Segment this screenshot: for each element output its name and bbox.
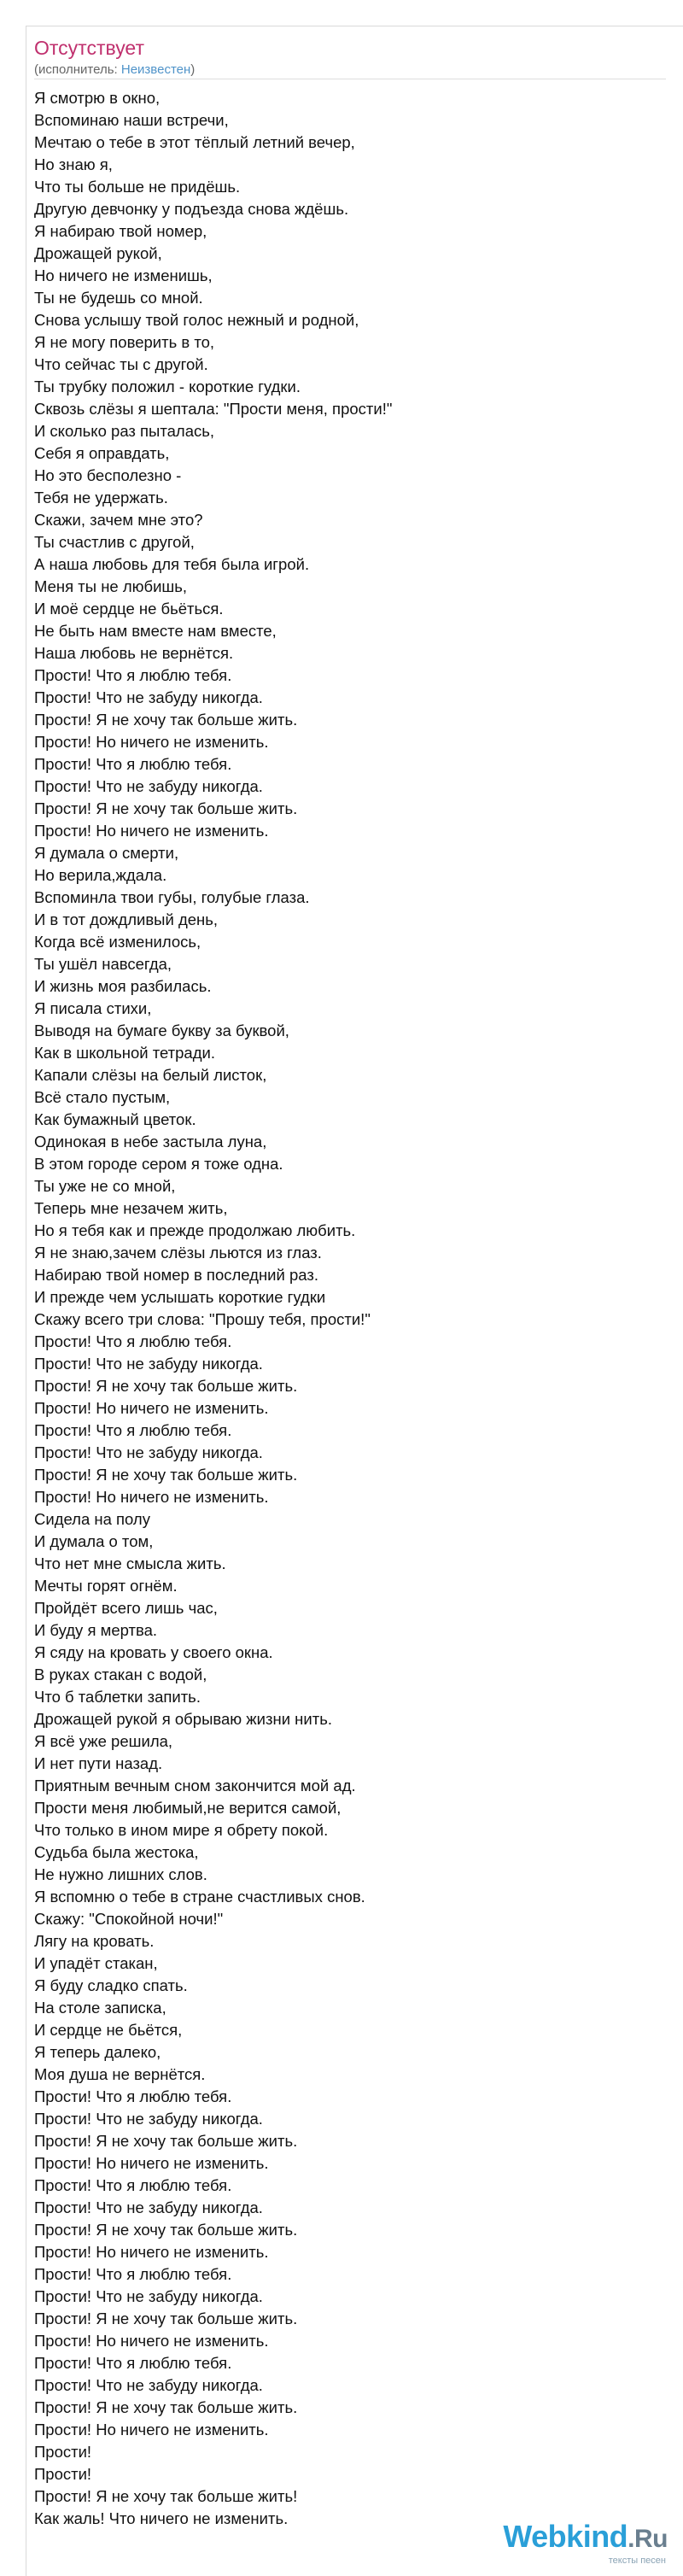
lyric-line: Прости! Я не хочу так больше жить. bbox=[34, 1466, 298, 1484]
lyric-line: Прости! Что не забуду никогда. bbox=[34, 2110, 263, 2128]
lyric-line: Я всё уже решила, bbox=[34, 1732, 173, 1750]
lyric-line: Капали слёзы на белый листок, bbox=[34, 1066, 267, 1084]
lyric-line: Прости! Что я люблю тебя. bbox=[34, 2354, 232, 2372]
lyric-line: А наша любовь для тебя была игрой. bbox=[34, 555, 310, 573]
lyric-line: Я не могу поверить в то, bbox=[34, 333, 215, 351]
lyric-line: Скажи, зачем мне это? bbox=[34, 511, 203, 529]
lyric-line: Приятным вечным сном закончится мой ад. bbox=[34, 1777, 356, 1794]
lyric-line: Сидела на полу bbox=[34, 1510, 150, 1528]
lyric-line: Прости! Что я люблю тебя. bbox=[34, 2265, 232, 2283]
lyric-line: Прости! Но ничего не изменить. bbox=[34, 1488, 269, 1506]
lyric-line: Прости! Что не забуду никогда. bbox=[34, 777, 263, 795]
song-title: Отсутствует bbox=[34, 37, 144, 59]
lyric-line: Снова услышу твой голос нежный и родной, bbox=[34, 311, 359, 329]
lyric-line: Прости! Но ничего не изменить. bbox=[34, 2243, 269, 2261]
lyric-line: И сердце не бьётся, bbox=[34, 2021, 183, 2039]
lyric-line: Но ничего не изменишь, bbox=[34, 266, 213, 284]
lyric-line: И упадёт стакан, bbox=[34, 1954, 158, 1972]
lyric-line: Что нет мне смысла жить. bbox=[34, 1554, 226, 1572]
lyric-line: Прости! Что я люблю тебя. bbox=[34, 2176, 232, 2194]
lyric-line: Тебя не удержать. bbox=[34, 489, 168, 506]
lyric-line: Моя душа не вернётся. bbox=[34, 2065, 206, 2083]
lyric-line: Наша любовь не вернётся. bbox=[34, 644, 234, 662]
lyric-line: В этом городе сером я тоже одна. bbox=[34, 1155, 283, 1173]
lyric-line: И прежде чем услышать короткие гудки bbox=[34, 1288, 326, 1306]
lyric-line: Прости! Я не хочу так больше жить. bbox=[34, 711, 298, 729]
lyric-line: Прости! Что я люблю тебя. bbox=[34, 1421, 232, 1439]
lyric-line: Прости! Что я люблю тебя. bbox=[34, 1332, 232, 1350]
lyric-line: И думала о том, bbox=[34, 1532, 154, 1550]
lyric-line: Я теперь далеко, bbox=[34, 2043, 161, 2061]
lyric-line: Я вспомню о тебе в стране счастливых снов. bbox=[34, 1888, 365, 1906]
lyric-line: Ты ушёл навсегда, bbox=[34, 955, 172, 973]
lyric-line: Прости! Но ничего не изменить. bbox=[34, 1399, 269, 1417]
lyric-line: И буду я мертва. bbox=[34, 1621, 158, 1639]
lyric-line: Не нужно лишних слов. bbox=[34, 1865, 207, 1883]
lyric-line: И нет пути назад. bbox=[34, 1754, 163, 1772]
lyric-line: Когда всё изменилось, bbox=[34, 933, 201, 951]
lyric-line: Прости! Но ничего не изменить. bbox=[34, 2332, 269, 2350]
lyric-line: Ты уже не со мной, bbox=[34, 1177, 176, 1195]
lyric-line: Прости! Но ничего не изменить. bbox=[34, 2154, 269, 2172]
lyric-line: Теперь мне незачем жить, bbox=[34, 1199, 228, 1217]
lyric-line: Мечтаю о тебе в этот тёплый летний вечер, bbox=[34, 133, 355, 151]
artist-suffix: ) bbox=[190, 62, 196, 77]
lyric-line: Прости! Я не хочу так больше жить. bbox=[34, 2398, 298, 2416]
lyric-line: Прости! Что не забуду никогда. bbox=[34, 2198, 263, 2216]
lyric-line: Прости! bbox=[34, 2443, 92, 2461]
lyric-line: Как в школьной тетради. bbox=[34, 1044, 215, 1062]
lyric-line: Что только в ином мире я обрету покой. bbox=[34, 1821, 329, 1839]
lyric-line: Но знаю я, bbox=[34, 155, 113, 173]
lyric-line: Я сяду на кровать у своего окна. bbox=[34, 1643, 273, 1661]
lyric-line: Прости! Что не забуду никогда. bbox=[34, 2287, 263, 2305]
lyric-line: И в тот дождливый день, bbox=[34, 910, 219, 928]
lyric-line: Что сейчас ты с другой. bbox=[34, 355, 208, 373]
lyric-line: Но верила,ждала. bbox=[34, 866, 167, 884]
lyric-line: Прости! Что не забуду никогда. bbox=[34, 2376, 263, 2394]
logo-wordmark bbox=[503, 2520, 668, 2556]
site-logo[interactable] bbox=[503, 2520, 668, 2566]
lyric-line: Пройдёт всего лишь час, bbox=[34, 1599, 218, 1617]
lyric-line: Набираю твой номер в последний раз. bbox=[34, 1266, 318, 1284]
lyric-line: В руках стакан с водой, bbox=[34, 1666, 207, 1683]
lyrics-block bbox=[34, 87, 392, 2530]
lyric-line: Всё стало пустым, bbox=[34, 1088, 171, 1106]
lyric-line: Прости! Что я люблю тебя. bbox=[34, 755, 232, 773]
lyric-line: Но я тебя как и прежде продолжаю любить. bbox=[34, 1221, 356, 1239]
lyric-line: Сквозь слёзы я шептала: "Прости меня, прости!" bbox=[34, 400, 393, 418]
logo-name: Webkind bbox=[503, 2519, 628, 2554]
song-header bbox=[34, 36, 195, 79]
lyric-line: Что б таблетки запить. bbox=[34, 1688, 201, 1706]
lyric-line: Как жаль! Что ничего не изменить. bbox=[34, 2509, 289, 2527]
lyric-line: Себя я оправдать, bbox=[34, 444, 170, 462]
lyric-line: Прости меня любимый,не верится самой, bbox=[34, 1799, 342, 1817]
lyric-line: Прости! Что не забуду никогда. bbox=[34, 1443, 263, 1461]
lyric-line: Ты трубку положил - короткие гудки. bbox=[34, 378, 301, 395]
lyric-line: Как бумажный цветок. bbox=[34, 1110, 196, 1128]
lyric-line: Прости! Но ничего не изменить. bbox=[34, 822, 269, 840]
lyric-line: Я буду сладко спать. bbox=[34, 1976, 188, 1994]
lyric-line: Я писала стихи, bbox=[34, 999, 152, 1017]
artist-link[interactable]: Неизвестен bbox=[120, 62, 191, 77]
artist-prefix: (исполнитель: bbox=[34, 62, 121, 77]
lyric-line: Меня ты не любишь, bbox=[34, 577, 188, 595]
lyric-line: Не быть нам вместе нам вместе, bbox=[34, 622, 277, 640]
lyric-line: Дрожащей рукой я обрываю жизни нить. bbox=[34, 1710, 332, 1728]
lyric-line: Прости! Я не хочу так больше жить. bbox=[34, 2310, 298, 2327]
lyric-line: Ты не будешь со мной. bbox=[34, 289, 203, 307]
lyric-line: Ты счастлив с другой, bbox=[34, 533, 195, 551]
lyric-line: Другую девчонку у подъезда снова ждёшь. bbox=[34, 200, 349, 218]
lyric-line: Прости! Я не хочу так больше жить. bbox=[34, 799, 298, 817]
logo-tld: .Ru bbox=[628, 2525, 668, 2553]
lyric-line: На столе записка, bbox=[34, 1999, 166, 2017]
lyric-line: Вспоминла твои губы, голубые глаза. bbox=[34, 888, 310, 906]
lyric-line: Что ты больше не придёшь. bbox=[34, 178, 241, 196]
lyric-line: Я смотрю в окно, bbox=[34, 89, 161, 107]
lyric-line: Лягу на кровать. bbox=[34, 1932, 155, 1950]
lyric-line: Мечты горят огнём. bbox=[34, 1577, 178, 1595]
lyric-line: И моё сердце не бьёться. bbox=[34, 600, 224, 618]
lyric-line: Выводя на бумаге букву за буквой, bbox=[34, 1022, 289, 1039]
lyric-line: Прости! Я не хочу так больше жить. bbox=[34, 1377, 298, 1395]
lyric-line: Одинокая в небе застыла луна, bbox=[34, 1133, 267, 1150]
lyric-line: Прости! Но ничего не изменить. bbox=[34, 2421, 269, 2438]
lyric-line: Дрожащей рукой, bbox=[34, 244, 162, 262]
lyric-line: Я не знаю,зачем слёзы льются из глаз. bbox=[34, 1244, 322, 1262]
lyric-line: Прости! Я не хочу так больше жить. bbox=[34, 2132, 298, 2150]
lyric-line: И сколько раз пыталась, bbox=[34, 422, 215, 440]
lyric-line: Скажу всего три слова: "Прошу тебя, прости!" bbox=[34, 1310, 371, 1328]
lyric-line: Прости! Но ничего не изменить. bbox=[34, 733, 269, 751]
lyric-line: Прости! Что я люблю тебя. bbox=[34, 2087, 232, 2105]
lyric-line: Я набираю твой номер, bbox=[34, 222, 207, 240]
lyric-line: Я думала о смерти, bbox=[34, 844, 179, 862]
lyric-line: Прости! Я не хочу так больше жить. bbox=[34, 2221, 298, 2239]
lyric-line: Прости! Что не забуду никогда. bbox=[34, 688, 263, 706]
lyric-line: Судьба была жестока, bbox=[34, 1843, 199, 1861]
lyric-line: Но это бесполезно - bbox=[34, 466, 182, 484]
lyric-line: Прости! Что не забуду никогда. bbox=[34, 1355, 263, 1373]
lyric-line: Вспоминаю наши встречи, bbox=[34, 111, 229, 129]
lyric-line: Прости! bbox=[34, 2465, 92, 2483]
lyric-line: И жизнь моя разбилась. bbox=[34, 977, 212, 995]
lyric-line: Прости! Я не хочу так больше жить! bbox=[34, 2487, 298, 2505]
logo-tagline: тексты песен bbox=[608, 2556, 666, 2566]
lyric-line: Скажу: "Спокойной ночи!" bbox=[34, 1910, 224, 1928]
artist-line bbox=[34, 61, 195, 79]
lyric-line: Прости! Что я люблю тебя. bbox=[34, 666, 232, 684]
